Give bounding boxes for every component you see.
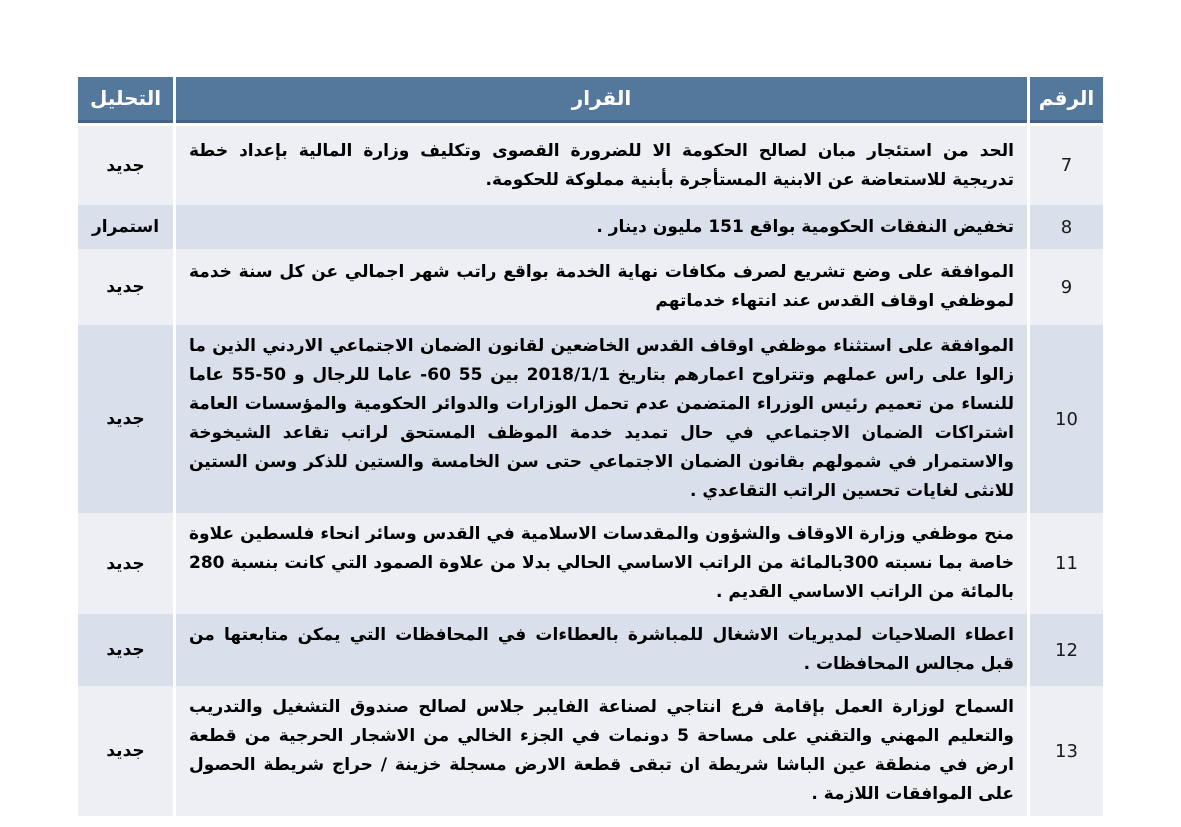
decision-text: السماح لوزارة العمل بإقامة فرع انتاجي لصناعة الفايبر جلاس لصالح صندوق التشغيل والتدريب والتعليم المهني والتقني على مساحة 5 دونمات في الجزء الخالي من الاشجار الحرجية من قطعة ارض في منطقة عين الباشا شريطة ان تبقى قطعة الارض مسجلة خزينة / حراج شريطة الحصول على الموافقات اللازمة . [189,697,1015,804]
analysis-value-cell [78,686,173,816]
analysis-value-cell [78,126,173,205]
column-header-number-label: الرقم [1038,85,1095,110]
column-header-analysis-label: التحليل [89,85,162,110]
analysis-value-cell [78,249,173,325]
row-number-cell [1030,614,1103,686]
decision-text: الموافقة على استثناء موظفي اوقاف القدس الخاضعين لقانون الضمان الاجتماعي الاردني الذين ما زالوا على راس عملهم وتتراوح اعمارهم بتاريخ 2018/1/1 بين 55 60- عاما للرجال و 50-55 عاما للنساء من تعميم رئيس الوزراء المتضمن عدم تحمل الوزارات والدوائر الحكومية والمؤسسات العامة اشتراكات الضمان الاجتماعي في حال تمديد خدمة الموظف المستحق لراتب تقاعد الشيخوخة والاستمرار في شمولهم بقانون الضمان الاجتماعي حتى سن الخامسة والستين للذكر وسن الستين للانثى لغايات تحسين الراتب التقاعدي . [189,336,1014,501]
decision-text: اعطاء الصلاحيات لمديريات الاشغال للمباشرة بالعطاءات في المحافظات التي يمكن متابعتها من قبل مجالس المحافظات . [189,625,1014,674]
decision-text-cell [176,325,1027,513]
decision-text-cell [176,513,1027,614]
row-number-cell [1030,325,1103,513]
row-number-cell [1030,126,1103,205]
analysis-value: جديد [106,640,145,660]
row-number: 8 [1060,216,1073,238]
table-row [78,249,1103,325]
analysis-value: جديد [106,553,145,574]
column-header-number [1030,77,1103,123]
decision-text-cell [176,249,1027,325]
row-number-cell [1030,249,1103,325]
analysis-value: جديد [106,277,145,297]
row-number-cell [1030,513,1103,614]
row-number: 10 [1055,408,1078,430]
analysis-value-cell [78,513,173,614]
decision-text-cell [176,205,1027,249]
row-number: 13 [1055,740,1078,762]
table-row [78,686,1103,816]
row-number: 12 [1055,639,1078,661]
analysis-value: جديد [106,155,145,176]
analysis-value: استمرار [91,217,160,237]
table-row [78,325,1103,513]
table-row [78,513,1103,614]
decisions-table [78,77,1103,816]
decision-text: تخفيض النفقات الحكومية بواقع 151 مليون دينار . [596,216,1014,237]
analysis-value-cell [78,325,173,513]
decision-text-cell [176,614,1027,686]
decision-text-cell [176,126,1027,205]
decision-text: منح موظفي وزارة الاوقاف والشؤون والمقدسات الاسلامية في القدس وسائر انحاء فلسطين علاوة خاصة بما نسبته 300بالمائة من الراتب الاساسي الحالي بدلا من علاوة الصمود التي كانت بنسبة 280 بالمائة من الراتب الاساسي القديم . [189,524,1014,602]
decision-text-cell [176,686,1027,816]
row-number: 9 [1060,276,1073,298]
table-header-row [78,77,1103,123]
table-row [78,205,1103,249]
column-header-analysis [78,77,173,123]
table-body [78,126,1103,816]
row-number: 11 [1055,553,1078,574]
analysis-value: جديد [106,741,145,761]
row-number-cell [1030,686,1103,816]
analysis-value-cell [78,205,173,249]
column-header-decision [176,77,1027,123]
table-row [78,614,1103,686]
row-number: 7 [1060,155,1073,176]
column-header-decision-label: القرار [571,85,632,110]
decision-text: الحد من استئجار مبان لصالح الحكومة الا للضرورة القصوى وتكليف وزارة المالية بإعداد خطة تدريجية للاستعاضة عن الابنية المستأجرة بأبنية مملوكة للحكومة. [189,140,1014,190]
analysis-value-cell [78,614,173,686]
row-number-cell [1030,205,1103,249]
analysis-value: جديد [106,409,145,429]
decision-text: الموافقة على وضع تشريع لصرف مكافات نهاية الخدمة بواقع راتب شهر اجمالي عن كل سنة خدمة لموظفي اوقاف القدس عند انتهاء خدماتهم [189,262,1014,311]
table-row [78,126,1103,205]
